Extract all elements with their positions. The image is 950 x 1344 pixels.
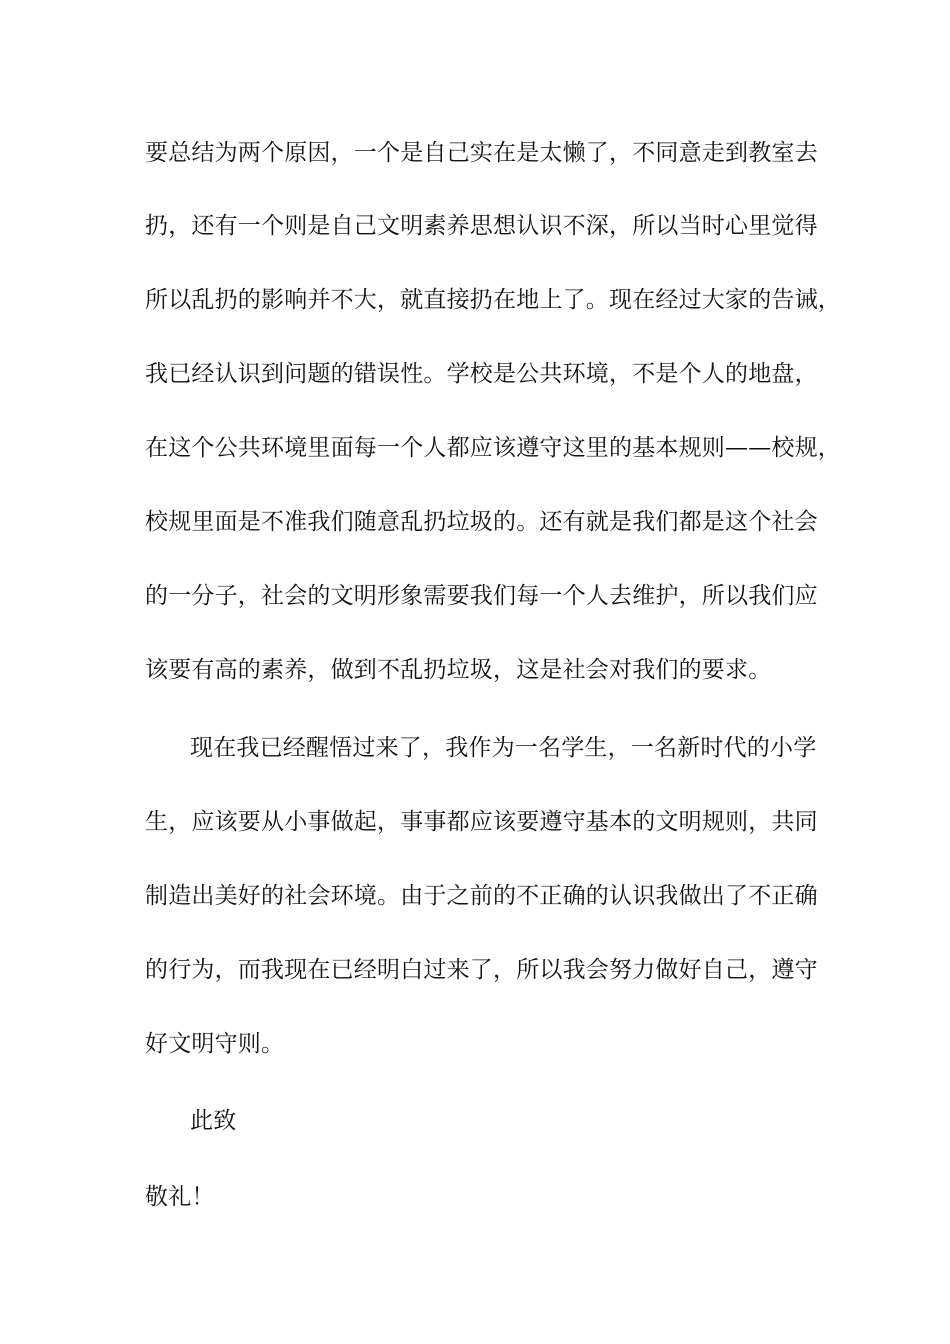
paragraph1-line-6: 校规里面是不准我们随意乱扔垃圾的。还有就是我们都是这个社会 [145, 509, 818, 535]
paragraph2-line-3: 制造出美好的社会环境。由于之前的不正确的认识我做出了不正确 [145, 883, 818, 909]
closing-text: 此致 [190, 1108, 237, 1134]
paragraph2-line-1: 现在我已经醒悟过来了，我作为一名学生，一名新时代的小学 [190, 735, 817, 761]
paragraph1-line-7: 的一分子，社会的文明形象需要我们每一个人去维护，所以我们应 [145, 583, 818, 609]
salutation-text: 敬礼！ [145, 1184, 215, 1210]
paragraph1-line-8: 该要有高的素养，做到不乱扔垃圾，这是社会对我们的要求。 [145, 657, 772, 683]
paragraph1-line-3: 所以乱扔的影响并不大，就直接扔在地上了。现在经过大家的告诫， [145, 287, 841, 313]
paragraph2-line-4: 的行为，而我现在已经明白过来了，所以我会努力做好自己，遵守 [145, 957, 818, 983]
paragraph2-line-2: 生，应该要从小事做起，事事都应该要遵守基本的文明规则，共同 [145, 809, 818, 835]
paragraph1-line-1: 要总结为两个原因，一个是自己实在是太懒了，不同意走到教室去 [145, 140, 818, 166]
paragraph2-line-5: 好文明守则。 [145, 1031, 285, 1057]
paragraph1-line-2: 扔，还有一个则是自己文明素养思想认识不深，所以当时心里觉得 [145, 213, 818, 239]
paragraph1-line-5: 在这个公共环境里面每一个人都应该遵守这里的基本规则——校规， [145, 435, 841, 461]
paragraph1-line-4: 我已经认识到问题的错误性。学校是公共环境，不是个人的地盘， [145, 361, 818, 387]
